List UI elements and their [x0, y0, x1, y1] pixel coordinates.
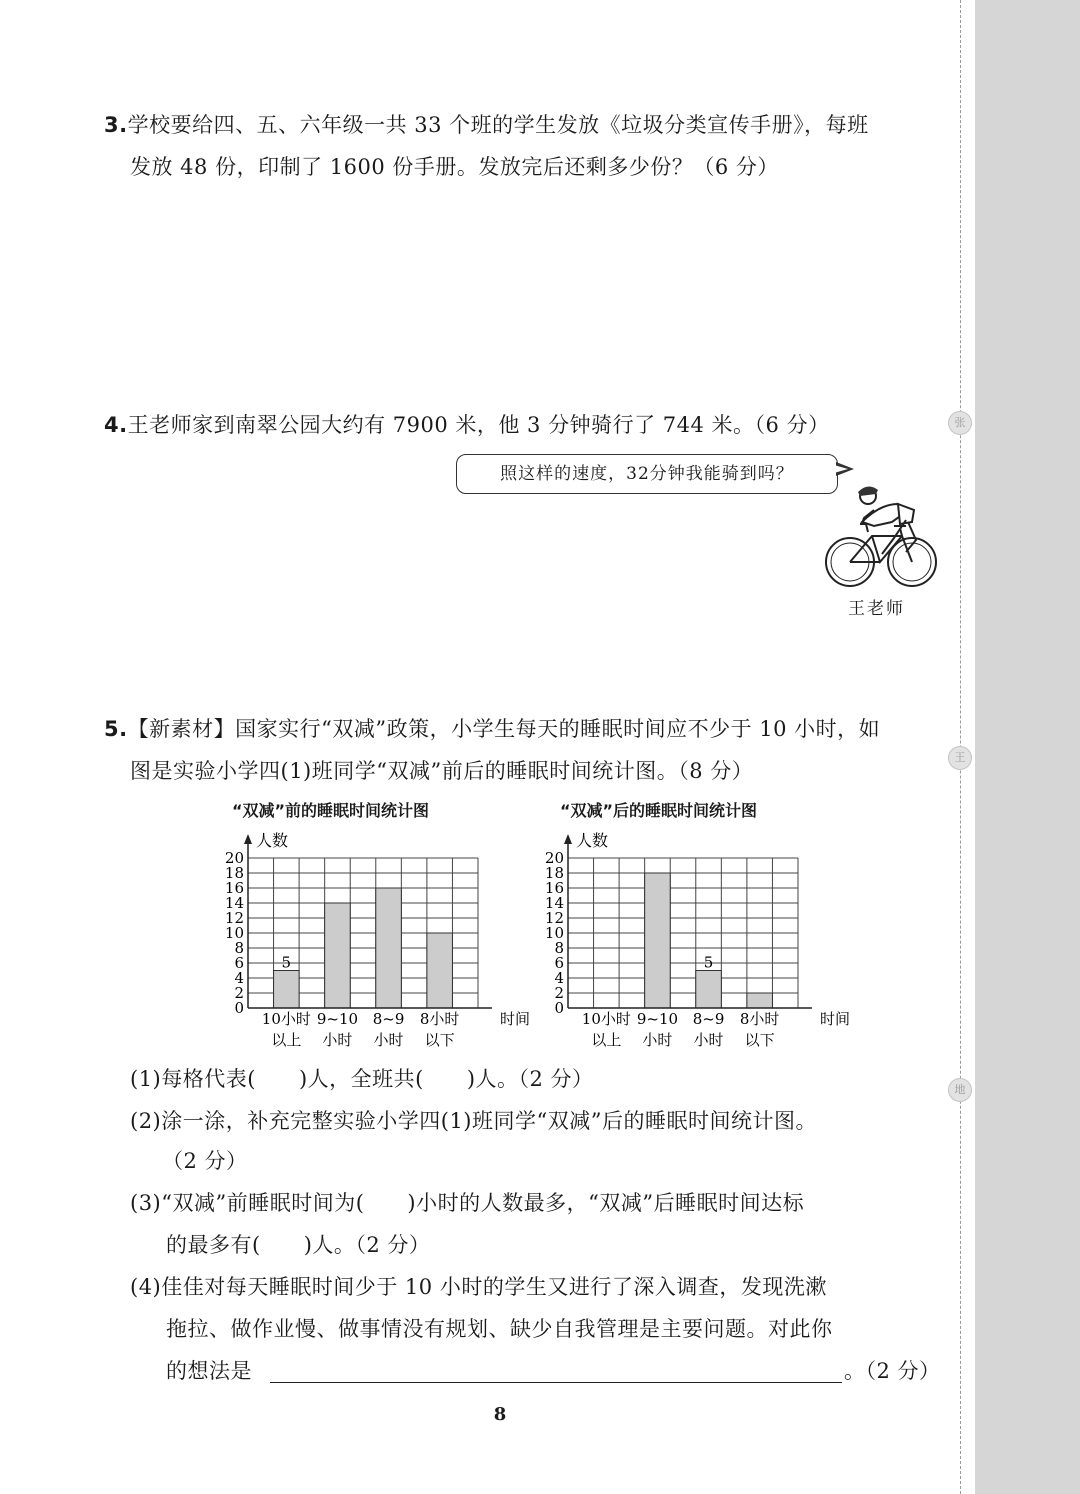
y-tick-label: 10 [544, 924, 564, 942]
y-tick-label: 0 [554, 999, 564, 1017]
cyclist-illustration [820, 474, 940, 592]
y-tick-label: 18 [224, 864, 244, 882]
answer-blank-line[interactable] [270, 1382, 842, 1383]
bar [696, 971, 722, 1009]
bar [427, 933, 453, 1008]
y-tick-label: 20 [544, 849, 564, 867]
question-text: 【新素材】国家实行“双减”政策，小学生每天的睡眠时间应不少于 10 小时，如 [127, 717, 881, 741]
y-tick-label: 16 [544, 879, 564, 897]
y-tick-label: 10 [224, 924, 244, 942]
y-tick-label: 12 [224, 909, 244, 927]
x-axis-label: 时间 [820, 1010, 850, 1028]
y-axis-arrow-icon [244, 834, 252, 844]
data-label: 5 [703, 953, 714, 972]
x-tick-label: 小时 [642, 1031, 673, 1049]
question-3-line-1 [104, 110, 869, 140]
x-tick-label: 8小时 [419, 1010, 460, 1028]
y-axis-label: 人数 [576, 831, 609, 850]
bar-chart-before [220, 822, 530, 1054]
speech-bubble: 照这样的速度，32分钟我能骑到吗？ [456, 454, 838, 494]
y-tick-label: 6 [554, 954, 564, 972]
bar [747, 993, 773, 1008]
seal-stamp: 地 [948, 1078, 972, 1102]
page-number: 8 [493, 1404, 507, 1425]
question-4-line-1 [104, 410, 830, 440]
chart-title-after: “双减”后的睡眠时间统计图 [560, 801, 758, 820]
bar [274, 971, 300, 1009]
seal-stamp: 张 [948, 411, 972, 435]
bar-chart-after [540, 822, 850, 1054]
y-tick-label: 12 [544, 909, 564, 927]
x-tick-label: 小时 [322, 1031, 353, 1049]
y-tick-label: 20 [224, 849, 244, 867]
question-3-line-2: 发放 48 份，印制了 1600 份手册。发放完后还剩多少份？（6 分） [130, 155, 779, 179]
x-tick-label: 小时 [373, 1031, 404, 1049]
seal-stamp: 王 [948, 746, 972, 770]
y-axis-arrow-icon [564, 834, 572, 844]
sub-question-2: (2)涂一涂，补充完整实验小学四(1)班同学“双减”后的睡眠时间统计图。 [130, 1109, 817, 1133]
y-tick-label: 18 [544, 864, 564, 882]
x-tick-label: 10小时 [581, 1010, 631, 1028]
sub-question-4-cont: 拖拉、做作业慢、做事情没有规划、缺少自我管理是主要问题。对此你 [166, 1317, 833, 1341]
bar [376, 888, 402, 1008]
y-tick-label: 8 [234, 939, 244, 957]
question-text: 学校要给四、五、六年级一共 33 个班的学生发放《垃圾分类宣传手册》，每班 [127, 113, 869, 137]
y-tick-label: 14 [224, 894, 244, 912]
x-tick-label: 9~10 [316, 1010, 359, 1028]
y-tick-label: 4 [234, 969, 244, 987]
y-axis-label: 人数 [256, 831, 289, 850]
page-margin-strip [975, 0, 1080, 1494]
x-tick-label: 以下 [424, 1031, 455, 1049]
x-tick-label: 以上 [591, 1031, 622, 1049]
y-tick-label: 4 [554, 969, 564, 987]
x-tick-label: 8~9 [372, 1010, 405, 1028]
sub-question-3-cont: 的最多有( )人。（2 分） [166, 1233, 431, 1257]
question-number: 3. [104, 113, 128, 137]
x-tick-label: 10小时 [261, 1010, 311, 1028]
y-tick-label: 16 [224, 879, 244, 897]
y-tick-label: 6 [234, 954, 244, 972]
sub-question-4-score: 。（2 分） [844, 1359, 941, 1383]
speech-bubble-tail-fill [834, 465, 848, 473]
x-tick-label: 8~9 [692, 1010, 725, 1028]
sub-question-2-score: （2 分） [162, 1149, 248, 1173]
x-tick-label: 9~10 [636, 1010, 679, 1028]
y-tick-label: 2 [554, 984, 564, 1002]
sub-question-4: (4)佳佳对每天睡眠时间少于 10 小时的学生又进行了深入调查，发现洗漱 [130, 1275, 827, 1299]
x-tick-label: 8小时 [739, 1010, 780, 1028]
y-tick-label: 0 [234, 999, 244, 1017]
x-tick-label: 以上 [271, 1031, 302, 1049]
x-tick-label: 以下 [744, 1031, 775, 1049]
question-text: 王老师家到南翠公园大约有 7900 米，他 3 分钟骑行了 744 米。（6 分） [127, 413, 830, 437]
y-tick-label: 14 [544, 894, 564, 912]
chart-title-before: “双减”前的睡眠时间统计图 [232, 801, 430, 820]
y-tick-label: 2 [234, 984, 244, 1002]
y-tick-label: 8 [554, 939, 564, 957]
bar [645, 873, 671, 1008]
x-tick-label: 小时 [693, 1031, 724, 1049]
data-label: 5 [281, 953, 292, 972]
illustration-caption: 王老师 [848, 599, 905, 619]
sub-question-3: (3)“双减”前睡眠时间为( )小时的人数最多，“双减”后睡眠时间达标 [130, 1191, 805, 1215]
question-number: 4. [104, 413, 128, 437]
sub-question-4-prompt: 的想法是 [166, 1359, 252, 1383]
x-axis-label: 时间 [500, 1010, 530, 1028]
question-number: 5. [104, 717, 128, 741]
sub-question-1: (1)每格代表( )人，全班共( )人。（2 分） [130, 1067, 594, 1091]
question-5-line-1 [104, 714, 880, 744]
bar [325, 903, 351, 1008]
question-5-line-2: 图是实验小学四(1)班同学“双减”前后的睡眠时间统计图。（8 分） [130, 759, 754, 783]
